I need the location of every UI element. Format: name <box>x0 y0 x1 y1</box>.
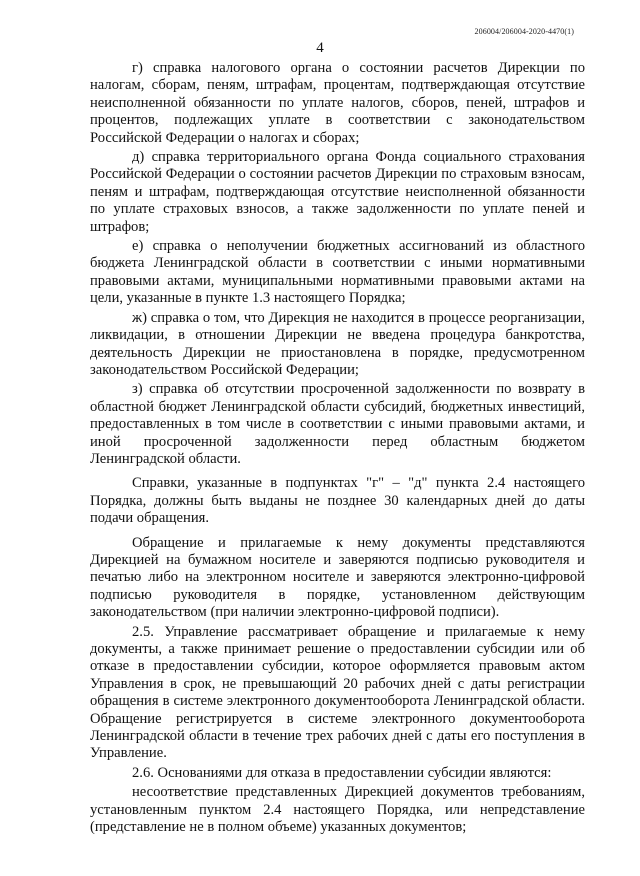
paragraph-section-2-6: 2.6. Основаниями для отказа в предоставлении субсидии являются: <box>132 764 552 781</box>
paragraph-refusal-reason-1: несоответствие представленных Дирекцией документов требованиям, установленным пунктом 2.4 настоящего Порядка, или непредставление (представление не в полном объеме) указанных документов; <box>90 784 585 836</box>
paragraph-submission-method: Обращение и прилагаемые к нему документы представляются Дирекцией на бумажном носителе и заверяются подписью руководителя и печатью либо на электронном носителе и заверяются электронно-цифровой подписью руководителя в порядке, установленном действующим законодательством (при наличии электронно-цифровой подписи). <box>90 534 585 621</box>
document-body <box>90 60 585 838</box>
paragraph-subitem-e: е) справка о неполучении бюджетных ассигнований из областного бюджета Ленинградской области в соответствии с иными нормативными правовыми актами, муниципальными нормативными правовыми актами на цели, указанные в пункте 1.3 настоящего Порядка; <box>90 238 585 307</box>
document-id: 206004/206004-2020-4470(1) <box>474 27 574 36</box>
paragraph-subitem-d: д) справка территориального органа Фонда социального страхования Российской Федерации о состоянии расчетов Дирекции по страховым взносам, пеням и штрафам, подтверждающая отсутствие неисполненной обязанности по уплате страховых взносов, а также задолженности по уплате пеней и штрафов; <box>90 149 585 235</box>
paragraph-subitem-z: з) справка об отсутствии просроченной задолженности по возврату в областной бюджет Ленинградской области субсидий, бюджетных инвестиций, предоставленных в том числе в соответствии с иными правовыми актами, и иной просроченной задолженности перед областным бюджетом Ленинградской области. <box>90 381 585 467</box>
paragraph-certificates-deadline: Справки, указанные в подпунктах "г" – "д" пункта 2.4 настоящего Порядка, должны быть выданы не позднее 30 календарных дней до даты подачи обращения. <box>90 475 585 527</box>
page-number: 4 <box>316 40 324 56</box>
paragraph-subitem-zh: ж) справка о том, что Дирекция не находится в процессе реорганизации, ликвидации, в отношении Дирекции не введена процедура банкротства, деятельность Дирекции не приостановлена в порядке, предусмотренном законодательством Российской Федерации; <box>90 309 585 378</box>
paragraph-section-2-5: 2.5. Управление рассматривает обращение и прилагаемые к нему документы, а также принимает решение о предоставлении субсидии или об отказе в предоставлении субсидии, которое оформляется правовым актом Управления в срок, не превышающий 20 рабочих дней с даты регистрации обращения в системе электронного документооборота Ленинградской области. Обращение регистрируется в системе электронного документооборота Ленинградской области в течение трех рабочих дней с даты его поступления в Управление. <box>90 623 585 762</box>
paragraph-subitem-g: г) справка налогового органа о состоянии расчетов Дирекции по налогам, сборам, пеням, штрафам, процентам, подтверждающая отсутствие неисполненной обязанности по уплате налогов, сборов, пеней, штрафов и процентов, подлежащих уплате в соответствии с законодательством Российской Федерации о налогах и сборах; <box>90 60 585 146</box>
